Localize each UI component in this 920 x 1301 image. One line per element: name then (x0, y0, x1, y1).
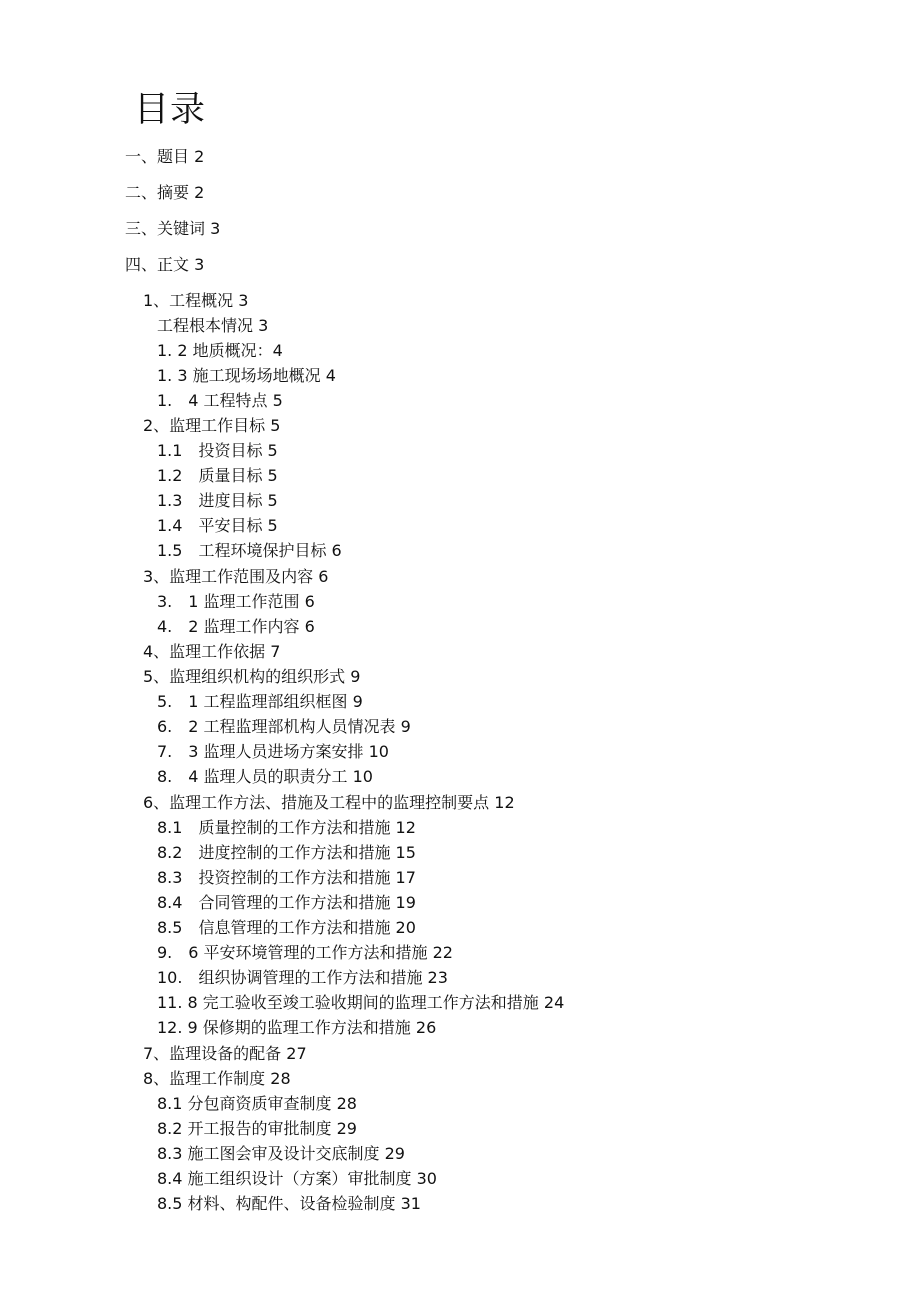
toc-entry-text: 12. 9 保修期的监理工作方法和措施 26 (157, 1018, 437, 1037)
toc-entry-text: 1. 4 工程特点 5 (157, 391, 283, 410)
toc-entry[interactable] (157, 1118, 357, 1140)
toc-entry-text: 4. 2 监理工作内容 6 (157, 617, 315, 636)
toc-entry[interactable] (157, 892, 416, 914)
toc-entry-text: 二、摘要 2 (125, 183, 205, 202)
toc-entry[interactable] (143, 566, 328, 588)
toc-entry[interactable] (143, 641, 280, 663)
toc-entry[interactable] (157, 967, 448, 989)
toc-entry-text: 1.2 质量目标 5 (157, 466, 278, 485)
toc-entry[interactable] (157, 992, 564, 1014)
toc-entry-text: 8.4 合同管理的工作方法和措施 19 (157, 893, 416, 912)
toc-entry-text: 3、监理工作范围及内容 6 (143, 567, 329, 586)
toc-entry[interactable] (157, 691, 363, 713)
toc-entry-text: 9. 6 平安环境管理的工作方法和措施 22 (157, 943, 453, 962)
toc-entry[interactable] (143, 1043, 307, 1065)
toc-entry[interactable] (157, 842, 416, 864)
toc-entry-text: 5、监理组织机构的组织形式 9 (143, 667, 361, 686)
toc-entry-text: 5. 1 工程监理部组织框图 9 (157, 692, 363, 711)
toc-entry-text: 1. 2 地质概况：4 (157, 341, 283, 360)
toc-entry-text: 1.3 进度目标 5 (157, 491, 278, 510)
toc-entry[interactable] (157, 515, 278, 537)
toc-entry[interactable] (157, 1017, 436, 1039)
toc-entry-text: 8.3 施工图会审及设计交底制度 29 (157, 1144, 405, 1163)
toc-entry[interactable] (143, 1068, 291, 1090)
toc-entry-text: 2、监理工作目标 5 (143, 416, 281, 435)
toc-entry[interactable] (157, 465, 278, 487)
toc-title: 目录 (134, 90, 207, 130)
toc-entry-text: 8、监理工作制度 28 (143, 1069, 291, 1088)
toc-entry-text: 7、监理设备的配备 27 (143, 1044, 307, 1063)
toc-entry[interactable] (157, 440, 278, 462)
toc-entry[interactable] (143, 415, 280, 437)
toc-entry[interactable] (157, 1143, 405, 1165)
toc-entry[interactable] (157, 1093, 357, 1115)
toc-entry-text: 1.1 投资目标 5 (157, 441, 278, 460)
toc-entry[interactable] (157, 315, 268, 337)
toc-entry[interactable] (157, 490, 278, 512)
toc-entry-text: 8.1 分包商资质审查制度 28 (157, 1094, 357, 1113)
toc-entry[interactable] (157, 591, 315, 613)
toc-entry-text: 8.5 材料、构配件、设备检验制度 31 (157, 1194, 421, 1213)
toc-entry-text: 一、题目 2 (125, 147, 205, 166)
toc-entry-text: 6. 2 工程监理部机构人员情况表 9 (157, 717, 411, 736)
toc-entry[interactable] (157, 540, 342, 562)
toc-entry-text: 8.5 信息管理的工作方法和措施 20 (157, 918, 416, 937)
toc-entry[interactable] (157, 766, 373, 788)
toc-entry[interactable] (157, 741, 389, 763)
toc-entry[interactable] (157, 1193, 421, 1215)
toc-entry[interactable] (125, 254, 204, 276)
toc-entry-text: 1、工程概况 3 (143, 291, 249, 310)
toc-entry-text: 11. 8 完工验收至竣工验收期间的监理工作方法和措施 24 (157, 993, 565, 1012)
toc-entry-text: 8.3 投资控制的工作方法和措施 17 (157, 868, 416, 887)
toc-entry-text: 10. 组织协调管理的工作方法和措施 23 (157, 968, 448, 987)
toc-entry-text: 1. 3 施工现场场地概况 4 (157, 366, 336, 385)
toc-entry-text: 3. 1 监理工作范围 6 (157, 592, 315, 611)
toc-entry[interactable] (125, 218, 220, 240)
toc-entry[interactable] (125, 146, 204, 168)
toc-entry[interactable] (157, 867, 416, 889)
toc-entry[interactable] (157, 616, 315, 638)
toc-entry-text: 8. 4 监理人员的职责分工 10 (157, 767, 373, 786)
toc-entry-text: 8.2 开工报告的审批制度 29 (157, 1119, 357, 1138)
toc-entry[interactable] (157, 942, 453, 964)
toc-entry[interactable] (143, 666, 360, 688)
toc-entry-text: 8.1 质量控制的工作方法和措施 12 (157, 818, 416, 837)
toc-entry-text: 1.5 工程环境保护目标 6 (157, 541, 342, 560)
toc-entry-text: 三、关键词 3 (125, 219, 221, 238)
toc-entry-text: 1.4 平安目标 5 (157, 516, 278, 535)
toc-entry[interactable] (157, 1168, 437, 1190)
toc-entry-text: 8.2 进度控制的工作方法和措施 15 (157, 843, 416, 862)
toc-entry-text: 7. 3 监理人员进场方案安排 10 (157, 742, 389, 761)
toc-entry[interactable] (157, 390, 283, 412)
toc-entry[interactable] (157, 340, 283, 362)
toc-entry[interactable] (143, 792, 515, 814)
toc-entry[interactable] (157, 917, 416, 939)
toc-entry-text: 8.4 施工组织设计（方案）审批制度 30 (157, 1169, 437, 1188)
toc-entry[interactable] (143, 290, 248, 312)
toc-entry-text: 四、正文 3 (125, 255, 205, 274)
toc-entry-text: 工程根本情况 3 (157, 316, 269, 335)
toc-entry[interactable] (157, 365, 336, 387)
toc-entry[interactable] (157, 716, 411, 738)
toc-entry-text: 4、监理工作依据 7 (143, 642, 281, 661)
toc-entry[interactable] (125, 182, 204, 204)
toc-entry-text: 6、监理工作方法、措施及工程中的监理控制要点 12 (143, 793, 515, 812)
toc-entry[interactable] (157, 817, 416, 839)
